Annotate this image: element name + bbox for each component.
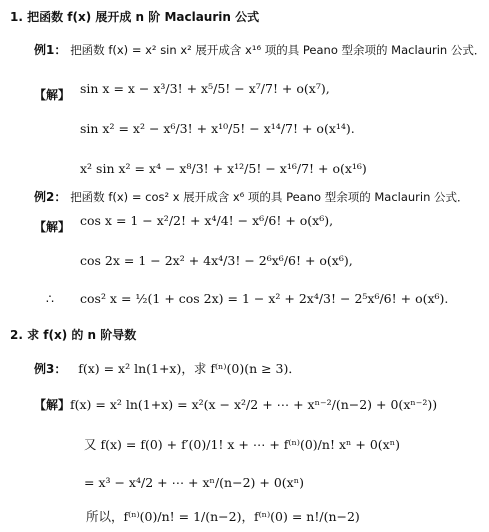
- example-2-equation-1: cos x = 1 − x²/2! + x⁴/4! − x⁶/6! + o(x⁶),: [80, 213, 334, 228]
- example-1-solution-label: 【解】: [34, 88, 71, 102]
- example-1-equation-1: sin x = x − x³/3! + x⁵/5! − x⁷/7! + o(x⁷),: [80, 81, 330, 96]
- example-2-statement: [34, 190, 469, 204]
- example-3-equation-2: 又 f(x) = f(0) + f′(0)/1! x + ⋯ + f⁽ⁿ⁾(0)/n! xⁿ + 0(xⁿ): [84, 437, 400, 452]
- example-3-text: f(x) = x² ln(1+x)，求 f⁽ⁿ⁾(0)(n ≥ 3)．: [78, 361, 301, 376]
- example-3-label: 例3：: [34, 362, 67, 376]
- section-2-title: 2. 求 f(x) 的 n 阶导数: [10, 328, 137, 342]
- example-2-label: 例2：: [34, 190, 67, 204]
- example-2-solution-label: 【解】: [34, 220, 71, 234]
- therefore-symbol: ∴: [46, 291, 54, 306]
- example-2-text: 把函数 f(x) = cos² x 展开成含 x⁶ 项的具 Peano 型余项的 Maclaurin 公式．: [70, 190, 469, 204]
- example-3-equation-3: = x³ − x⁴/2 + ⋯ + xⁿ/(n−2) + 0(xⁿ): [84, 475, 304, 490]
- example-1-label: 例1：: [34, 43, 67, 57]
- example-1-equation-2: sin x² = x² − x⁶/3! + x¹⁰/5! − x¹⁴/7! + o(x¹⁴).: [80, 121, 355, 136]
- example-3-solution-label: 【解】: [34, 398, 71, 412]
- example-3-equation-4: 所以，f⁽ⁿ⁾(0)/n! = 1/(n−2)，f⁽ⁿ⁾(0) = n!/(n−2): [86, 509, 360, 524]
- example-2-equation-3: cos² x = ½(1 + cos 2x) = 1 − x² + 2x⁴/3! − 2⁵x⁶/6! + o(x⁶).: [80, 291, 449, 306]
- example-1-text: 把函数 f(x) = x² sin x² 展开成含 x¹⁶ 项的具 Peano 型余项的 Maclaurin 公式．: [70, 43, 486, 57]
- example-1-statement: [34, 43, 485, 57]
- example-3-statement: [34, 362, 301, 376]
- example-2-equation-2: cos 2x = 1 − 2x² + 4x⁴/3! − 2⁶x⁶/6! + o(x⁶),: [80, 253, 353, 268]
- section-1-heading: [10, 10, 259, 24]
- example-1-equation-3: x² sin x² = x⁴ − x⁸/3! + x¹²/5! − x¹⁶/7! + o(x¹⁶): [80, 161, 367, 176]
- example-3-equation-1: f(x) = x² ln(1+x) = x²(x − x²/2 + ⋯ + xⁿ⁻²/(n−2) + 0(xⁿ⁻²)): [70, 397, 438, 412]
- section-1-title: 1. 把函数 f(x) 展开成 n 阶 Maclaurin 公式: [10, 10, 260, 24]
- section-2-heading: [10, 328, 136, 342]
